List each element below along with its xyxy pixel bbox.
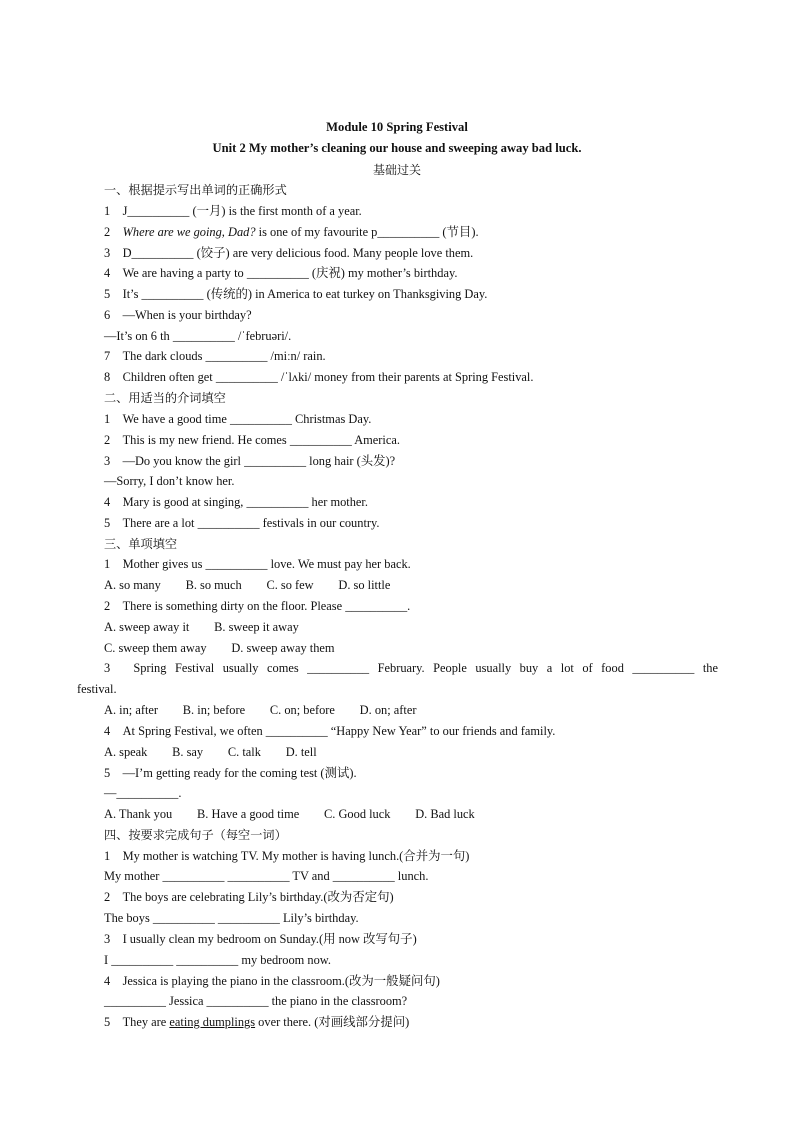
s4-answer-2: The boys __________ __________ Lily’s birthday. [104, 911, 359, 925]
section-2-heading: 二、用适当的介词填空 [104, 391, 226, 405]
s3-question-2-options-ab: A. sweep away it B. sweep it away [104, 620, 299, 634]
s2-question-4: 4 Mary is good at singing, __________ her mother. [104, 495, 368, 509]
s1-q2-program-name: Where are we going, Dad? [122, 225, 256, 239]
s4-q5-underlined-phrase: eating dumplings [169, 1015, 256, 1029]
s2-question-2: 2 This is my new friend. He comes __________ America. [104, 433, 400, 447]
s2-question-1: 1 We have a good time __________ Christmas Day. [104, 412, 372, 426]
section-4-heading: 四、按要求完成句子（每空一词） [104, 828, 287, 842]
section-label: 基础过关 [372, 163, 421, 177]
s4-answer-4: __________ Jessica __________ the piano in the classroom? [104, 994, 408, 1008]
s4-q5-suffix: over there. (对画线部分提问) [255, 1015, 410, 1029]
s4-answer-1: My mother __________ __________ TV and __________ lunch. [104, 869, 429, 883]
s3-question-5a: 5 —I’m getting ready for the coming test (测试). [104, 766, 357, 780]
s4-question-1: 1 My mother is watching TV. My mother is having lunch.(合并为一句) [104, 849, 470, 863]
s3-question-3a: 3 Spring Festival usually comes __________ February. People usually buy a lot of food __________ the [104, 661, 718, 675]
unit-title: Unit 2 My mother’s cleaning our house and sweeping away bad luck. [212, 141, 582, 155]
section-3-heading: 三、单项填空 [104, 537, 178, 551]
s1-question-5: 5 It’s __________ (传统的) in America to eat turkey on Thanksgiving Day. [104, 287, 488, 301]
s3-question-3-options: A. in; after B. in; before C. on; before D. on; after [104, 703, 417, 717]
s1-question-1: 1 J__________ (一月) is the first month of a year. [104, 204, 362, 218]
s3-question-2: 2 There is something dirty on the floor. Please __________. [104, 599, 411, 613]
s1-question-3: 3 D__________ (饺子) are very delicious food. Many people love them. [104, 246, 474, 260]
s3-question-1-options: A. so many B. so much C. so few D. so little [104, 578, 391, 592]
s2-question-5: 5 There are a lot __________ festivals in our country. [104, 516, 380, 530]
s4-question-5 [104, 1014, 409, 1030]
s3-question-2-options-cd: C. sweep them away D. sweep away them [104, 641, 335, 655]
s4-question-3: 3 I usually clean my bedroom on Sunday.(用 now 改写句子) [104, 932, 417, 946]
s1-question-7: 7 The dark clouds __________ /miːn/ rain. [104, 349, 326, 363]
s1-question-6b: —It’s on 6 th __________ /ˈfebruəri/. [104, 329, 292, 343]
s4-answer-3: I __________ __________ my bedroom now. [104, 953, 332, 967]
s2-question-3a: 3 —Do you know the girl __________ long hair (头发)? [104, 454, 396, 468]
s1-q2-number: 2 [104, 225, 123, 239]
s1-question-4: 4 We are having a party to __________ (庆祝) my mother’s birthday. [104, 266, 458, 280]
s3-question-4: 4 At Spring Festival, we often __________ “Happy New Year” to our friends and family. [104, 724, 556, 738]
s1-q2-rest: is one of my favourite p__________ (节目). [255, 225, 479, 239]
s3-question-5b: —__________. [104, 786, 182, 800]
s3-question-4-options: A. speak B. say C. talk D. tell [104, 745, 317, 759]
module-title: Module 10 Spring Festival [326, 120, 468, 134]
s3-question-1: 1 Mother gives us __________ love. We must pay her back. [104, 557, 411, 571]
s3-question-5-options: A. Thank you B. Have a good time C. Good luck D. Bad luck [104, 807, 475, 821]
section-1-heading: 一、根据提示写出单词的正确形式 [104, 183, 287, 197]
s1-question-6a: 6 —When is your birthday? [104, 308, 252, 322]
s2-question-3b: —Sorry, I don’t know her. [104, 474, 235, 488]
s1-question-8: 8 Children often get __________ /ˈlʌki/ money from their parents at Spring Festival. [104, 370, 534, 384]
s4-q5-prefix: 5 They are [104, 1015, 170, 1029]
s1-question-2 [104, 224, 479, 240]
s4-question-4: 4 Jessica is playing the piano in the classroom.(改为一般疑问句) [104, 974, 440, 988]
s4-question-2: 2 The boys are celebrating Lily’s birthday.(改为否定句) [104, 890, 394, 904]
s3-question-3b: festival. [77, 682, 117, 696]
